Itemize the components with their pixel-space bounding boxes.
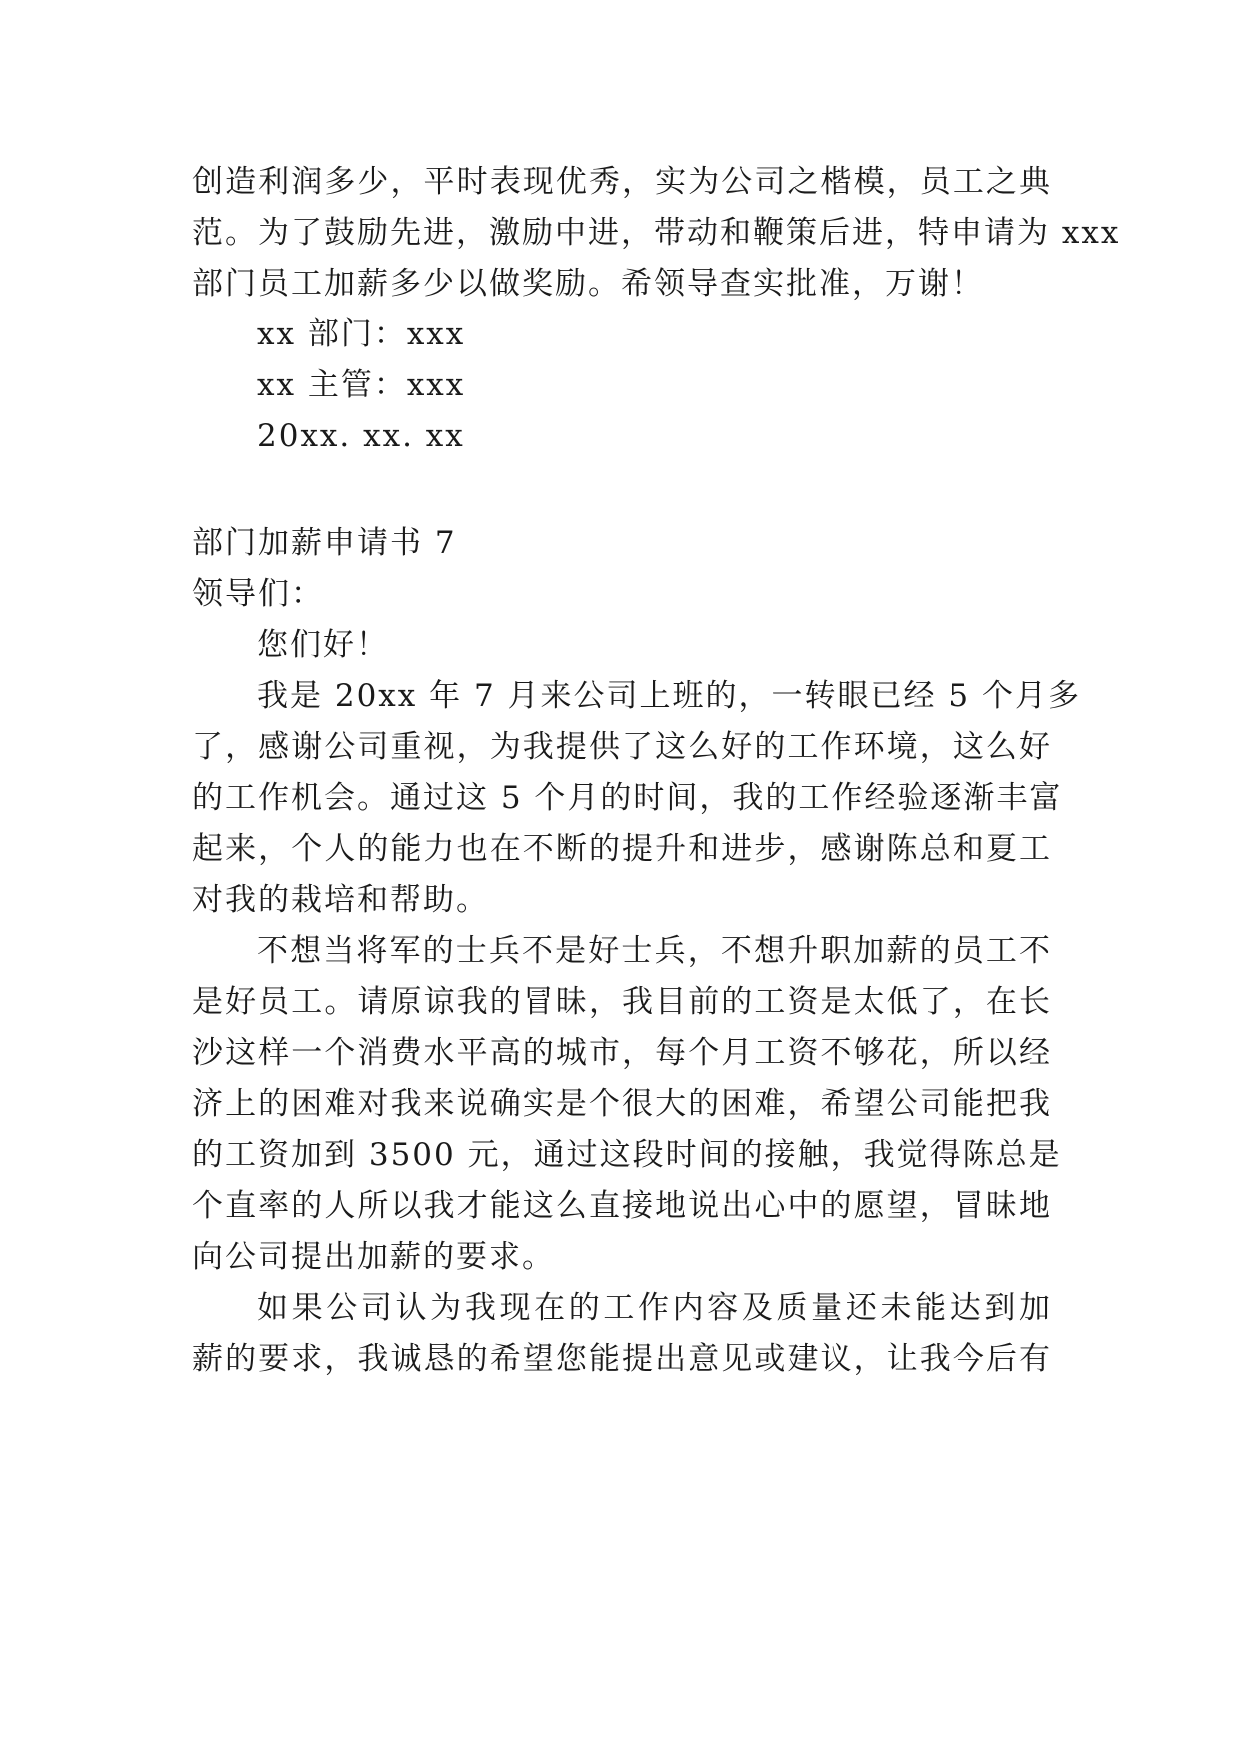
greeting: 您们好！ xyxy=(257,627,389,663)
paragraph-line: 部门员工加薪多少以做奖励。希领导查实批准，万谢！ xyxy=(192,266,984,302)
paragraph-line: 的工作机会。通过这 5 个月的时间，我的工作经验逐渐丰富 xyxy=(192,780,1063,816)
paragraph-line: 了，感谢公司重视，为我提供了这么好的工作环境，这么好 xyxy=(192,729,1052,765)
paragraph-line: 如果公司认为我现在的工作内容及质量还未能达到加 xyxy=(257,1290,1052,1326)
salutation: 领导们： xyxy=(192,576,324,612)
paragraph-line: 不想当将军的士兵不是好士兵，不想升职加薪的员工不 xyxy=(257,933,1052,969)
paragraph-line: 沙这样一个消费水平高的城市，每个月工资不够花，所以经 xyxy=(192,1035,1052,1071)
paragraph-line: 的工资加到 3500 元，通过这段时间的接触，我觉得陈总是 xyxy=(192,1137,1062,1173)
signature-date: 20xx. xx. xx xyxy=(257,418,465,454)
paragraph-line: 薪的要求，我诚恳的希望您能提出意见或建议，让我今后有 xyxy=(192,1341,1052,1377)
paragraph-line: 济上的困难对我来说确实是个很大的困难，希望公司能把我 xyxy=(192,1086,1052,1122)
signature-department: xx 部门：xxx xyxy=(257,316,466,352)
signature-supervisor: xx 主管：xxx xyxy=(257,367,466,403)
paragraph-line: 我是 20xx 年 7 月来公司上班的，一转眼已经 5 个月多 xyxy=(257,678,1081,714)
paragraph-line: 向公司提出加薪的要求。 xyxy=(192,1239,555,1275)
paragraph-line: 起来，个人的能力也在不断的提升和进步，感谢陈总和夏工 xyxy=(192,831,1052,867)
paragraph-line: 是好员工。请原谅我的冒昧，我目前的工资是太低了，在长 xyxy=(192,984,1052,1020)
paragraph-line: 个直率的人所以我才能这么直接地说出心中的愿望，冒昧地 xyxy=(192,1188,1052,1224)
paragraph-line: 范。为了鼓励先进，激励中进，带动和鞭策后进，特申请为 xxx xyxy=(192,215,1121,251)
paragraph-line: 对我的栽培和帮助。 xyxy=(192,882,489,918)
paragraph-line: 创造利润多少，平时表现优秀，实为公司之楷模，员工之典 xyxy=(192,164,1052,200)
section-title: 部门加薪申请书 7 xyxy=(192,525,457,561)
